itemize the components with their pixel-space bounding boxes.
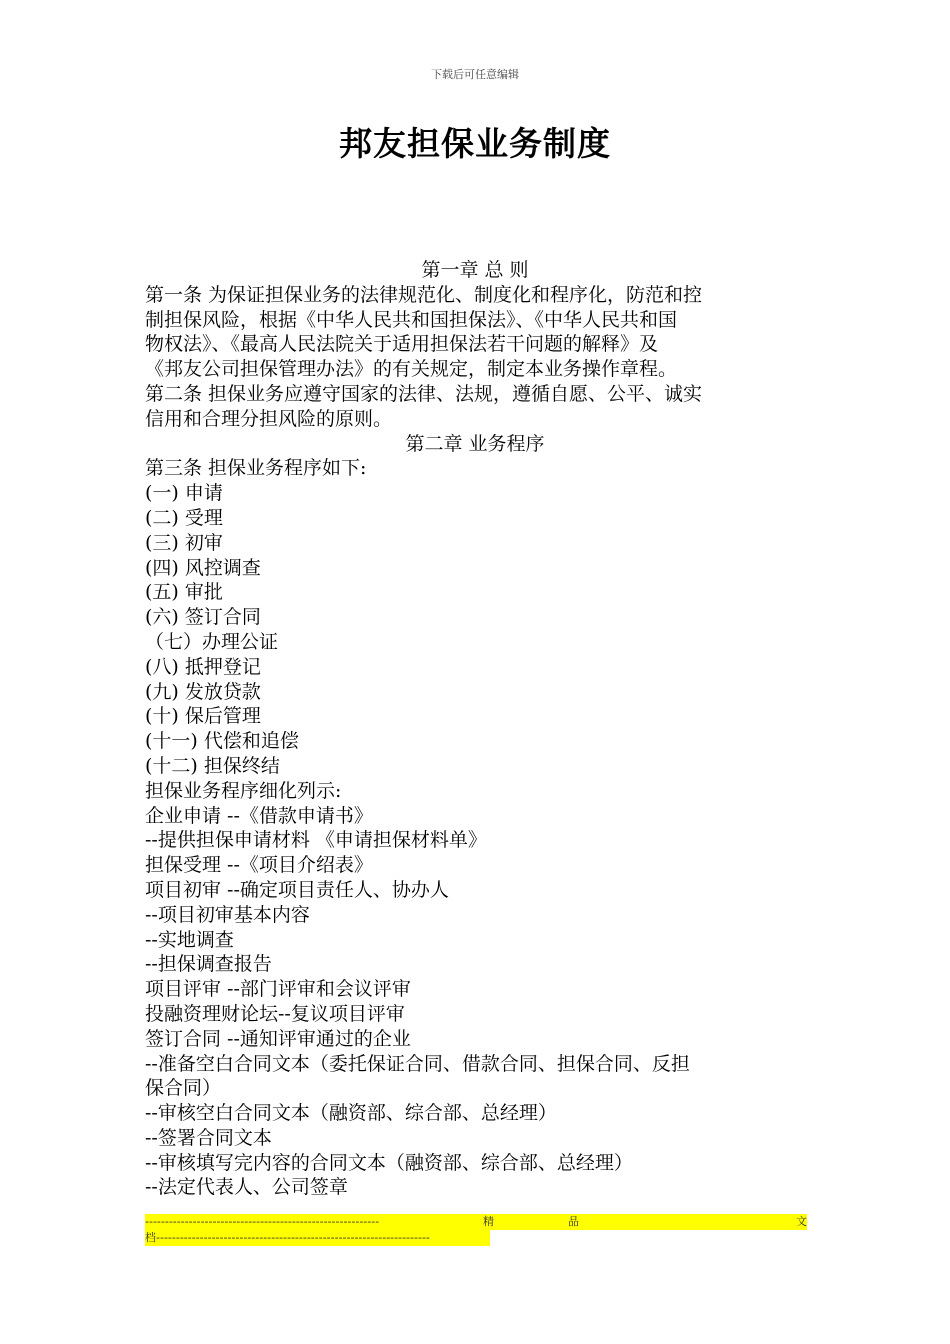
footer-word-1: 精 [483, 1215, 494, 1228]
body-line: --签署合同文本 [145, 1126, 272, 1149]
document-title: 邦友担保业务制度 [339, 124, 611, 163]
footer-row-2 [145, 1230, 490, 1246]
body-line: --实地调查 [145, 928, 234, 951]
body-line: 第二条 担保业务应遵守国家的法律、法规，遵循自愿、公平、诚实 [145, 382, 703, 405]
footer-row-1 [145, 1214, 807, 1230]
body-line: 第一条 为保证担保业务的法律规范化、制度化和程序化，防范和控 [145, 283, 703, 306]
body-line: 物权法》、《最高人民法院关于适用担保法若干问题的解释》及 [145, 333, 659, 356]
body-line: (十) 保后管理 [145, 705, 261, 728]
footer-word-3: 文 [796, 1215, 807, 1228]
body-line: 担保受理 --《项目介绍表》 [145, 854, 373, 877]
body-line: --审核填写完内容的合同文本（融资部、综合部、总经理） [145, 1151, 633, 1174]
body-line: (五) 审批 [145, 581, 223, 604]
body-line: 第三条 担保业务程序如下: [145, 457, 367, 480]
body-line: 《邦友公司担保管理办法》的有关规定，制定本业务操作章程。 [145, 358, 678, 381]
header-note: 下载后可任意编辑 [431, 68, 519, 81]
body-line: --担保调查报告 [145, 953, 272, 976]
body-line: (八) 抵押登记 [145, 655, 261, 678]
body-line: --法定代表人、公司签章 [145, 1176, 348, 1199]
body-line: --项目初审基本内容 [145, 903, 310, 926]
body-line: 保合同） [145, 1077, 222, 1100]
body-line: (二) 受理 [145, 506, 223, 529]
body-line: (一) 申请 [145, 482, 223, 505]
chapter-heading: 第二章 业务程序 [405, 432, 545, 455]
body-line: 签订合同 --通知评审通过的企业 [145, 1027, 411, 1050]
body-line: （七）办理公证 [145, 630, 279, 653]
body-line: (四) 风控调查 [145, 556, 261, 579]
body-line: 投融资理财论坛--复议项目评审 [145, 1002, 405, 1025]
body-line: --审核空白合同文本（融资部、综合部、总经理） [145, 1102, 557, 1125]
body-line: (三) 初审 [145, 531, 223, 554]
body-line: (十二) 担保终结 [145, 754, 280, 777]
body-line: --准备空白合同文本（委托保证合同、借款合同、担保合同、反担 [145, 1052, 690, 1075]
body-line: --提供担保申请材料 《申请担保材料单》 [145, 829, 487, 852]
body-line: 企业申请 --《借款申请书》 [145, 804, 373, 827]
footer-watermark-band [145, 1214, 807, 1246]
body-line: (十一) 代偿和追偿 [145, 730, 299, 753]
footer-word-4: 档 [145, 1231, 156, 1244]
footer-dashes-left: ----------------------------------------------------------- [145, 1215, 380, 1228]
footer-word-2: 品 [568, 1215, 579, 1228]
chapter-heading: 第一章 总 则 [421, 259, 529, 281]
body-line: 项目初审 --确定项目责任人、协办人 [145, 878, 449, 901]
footer-dashes-right: --------------------------------------------------------------------- [156, 1231, 430, 1244]
document-body [145, 258, 805, 1200]
body-line: 担保业务程序细化列示: [145, 779, 342, 802]
body-line: (九) 发放贷款 [145, 680, 261, 703]
body-line: 制担保风险，根据《中华人民共和国担保法》、《中华人民共和国 [145, 308, 678, 331]
body-line: 信用和合理分担风险的原则。 [145, 407, 393, 430]
body-line: (六) 签订合同 [145, 606, 261, 629]
body-line: 项目评审 --部门评审和会议评审 [145, 978, 411, 1001]
